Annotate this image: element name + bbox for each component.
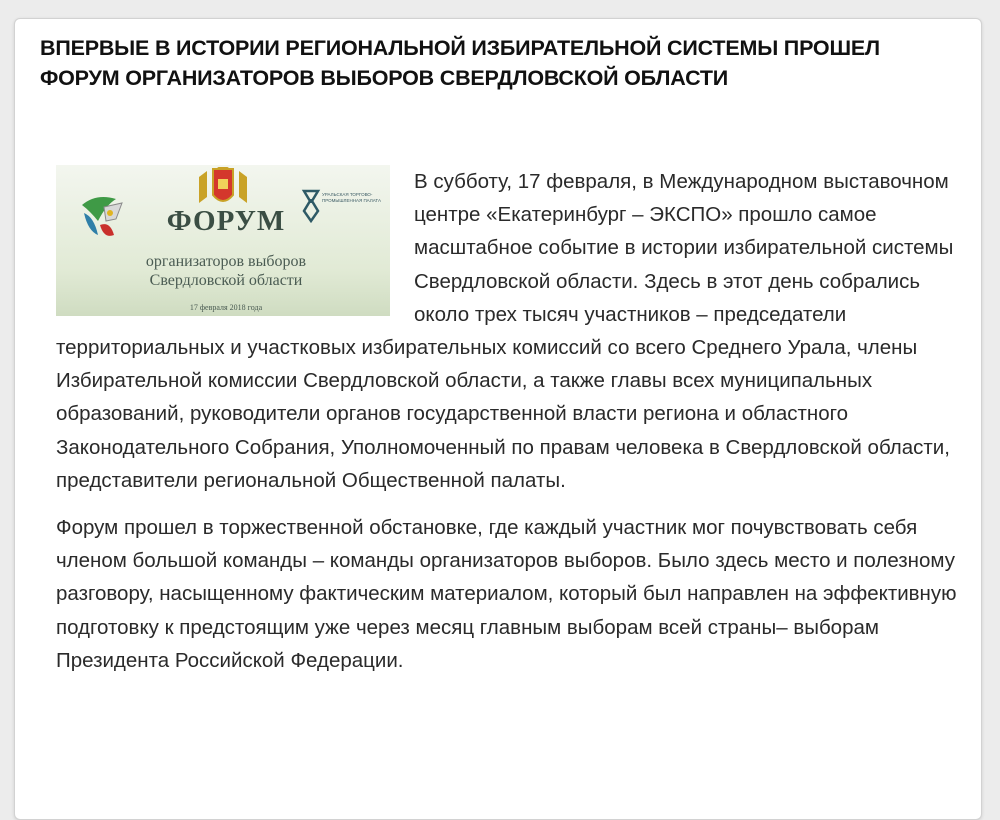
paragraph-1: В субботу, 17 февраля, в Международном выставочном центре «Екатеринбург – ЭКСПО» прошло самое масштабное событие в истории избирательной системы Свердловской области. Здесь в этот день собрались около трех тысяч участников – председатели территориальных и участковых избирательных комиссий со всего Среднего Урала, члены Избирательной комиссии Свердловской области, а также главы всех муниципальных образований, руководители органов государственной власти региона и областного Законодательного Собрания, Уполномоченный по правам человека в Свердловской области, представители региональной Общественной палаты.	[56, 170, 954, 492]
election-commission-logo-icon	[76, 191, 126, 247]
banner-subtitle-line1: организаторов выборов	[145, 253, 307, 270]
banner-date: 17 февраля 2018 года	[189, 303, 263, 312]
paragraph-2: Форум прошел в торжественной обстановке, где каждый участник мог почувствовать себя членом большой команды – команды организаторов выборов. Было здесь место и полезному разговору, насыщенному фактическим материалом, который был направлен на эффективную подготовку к предстоящим уже через месяц главным выборам всей страны– выборам Президента Российской Федерации.	[56, 516, 957, 672]
chamber-of-commerce-logo-icon	[300, 189, 322, 223]
article-body	[56, 165, 980, 691]
banner-heading: ФОРУМ	[166, 205, 286, 237]
forum-banner-image	[56, 165, 390, 316]
article-title: ВПЕРВЫЕ В ИСТОРИИ РЕГИОНАЛЬНОЙ ИЗБИРАТЕЛЬНОЙ СИСТЕМЫ ПРОШЕЛ ФОРУМ ОРГАНИЗАТОРОВ ВЫБОРОВ СВЕРДЛОВСКОЙ ОБЛАСТИ	[40, 36, 880, 90]
partner-caption: УРАЛЬСКАЯ ТОРГОВО-ПРОМЫШЛЕННАЯ ПАЛАТА	[322, 192, 381, 203]
banner-subtitle-line2: Свердловской области	[149, 272, 303, 289]
